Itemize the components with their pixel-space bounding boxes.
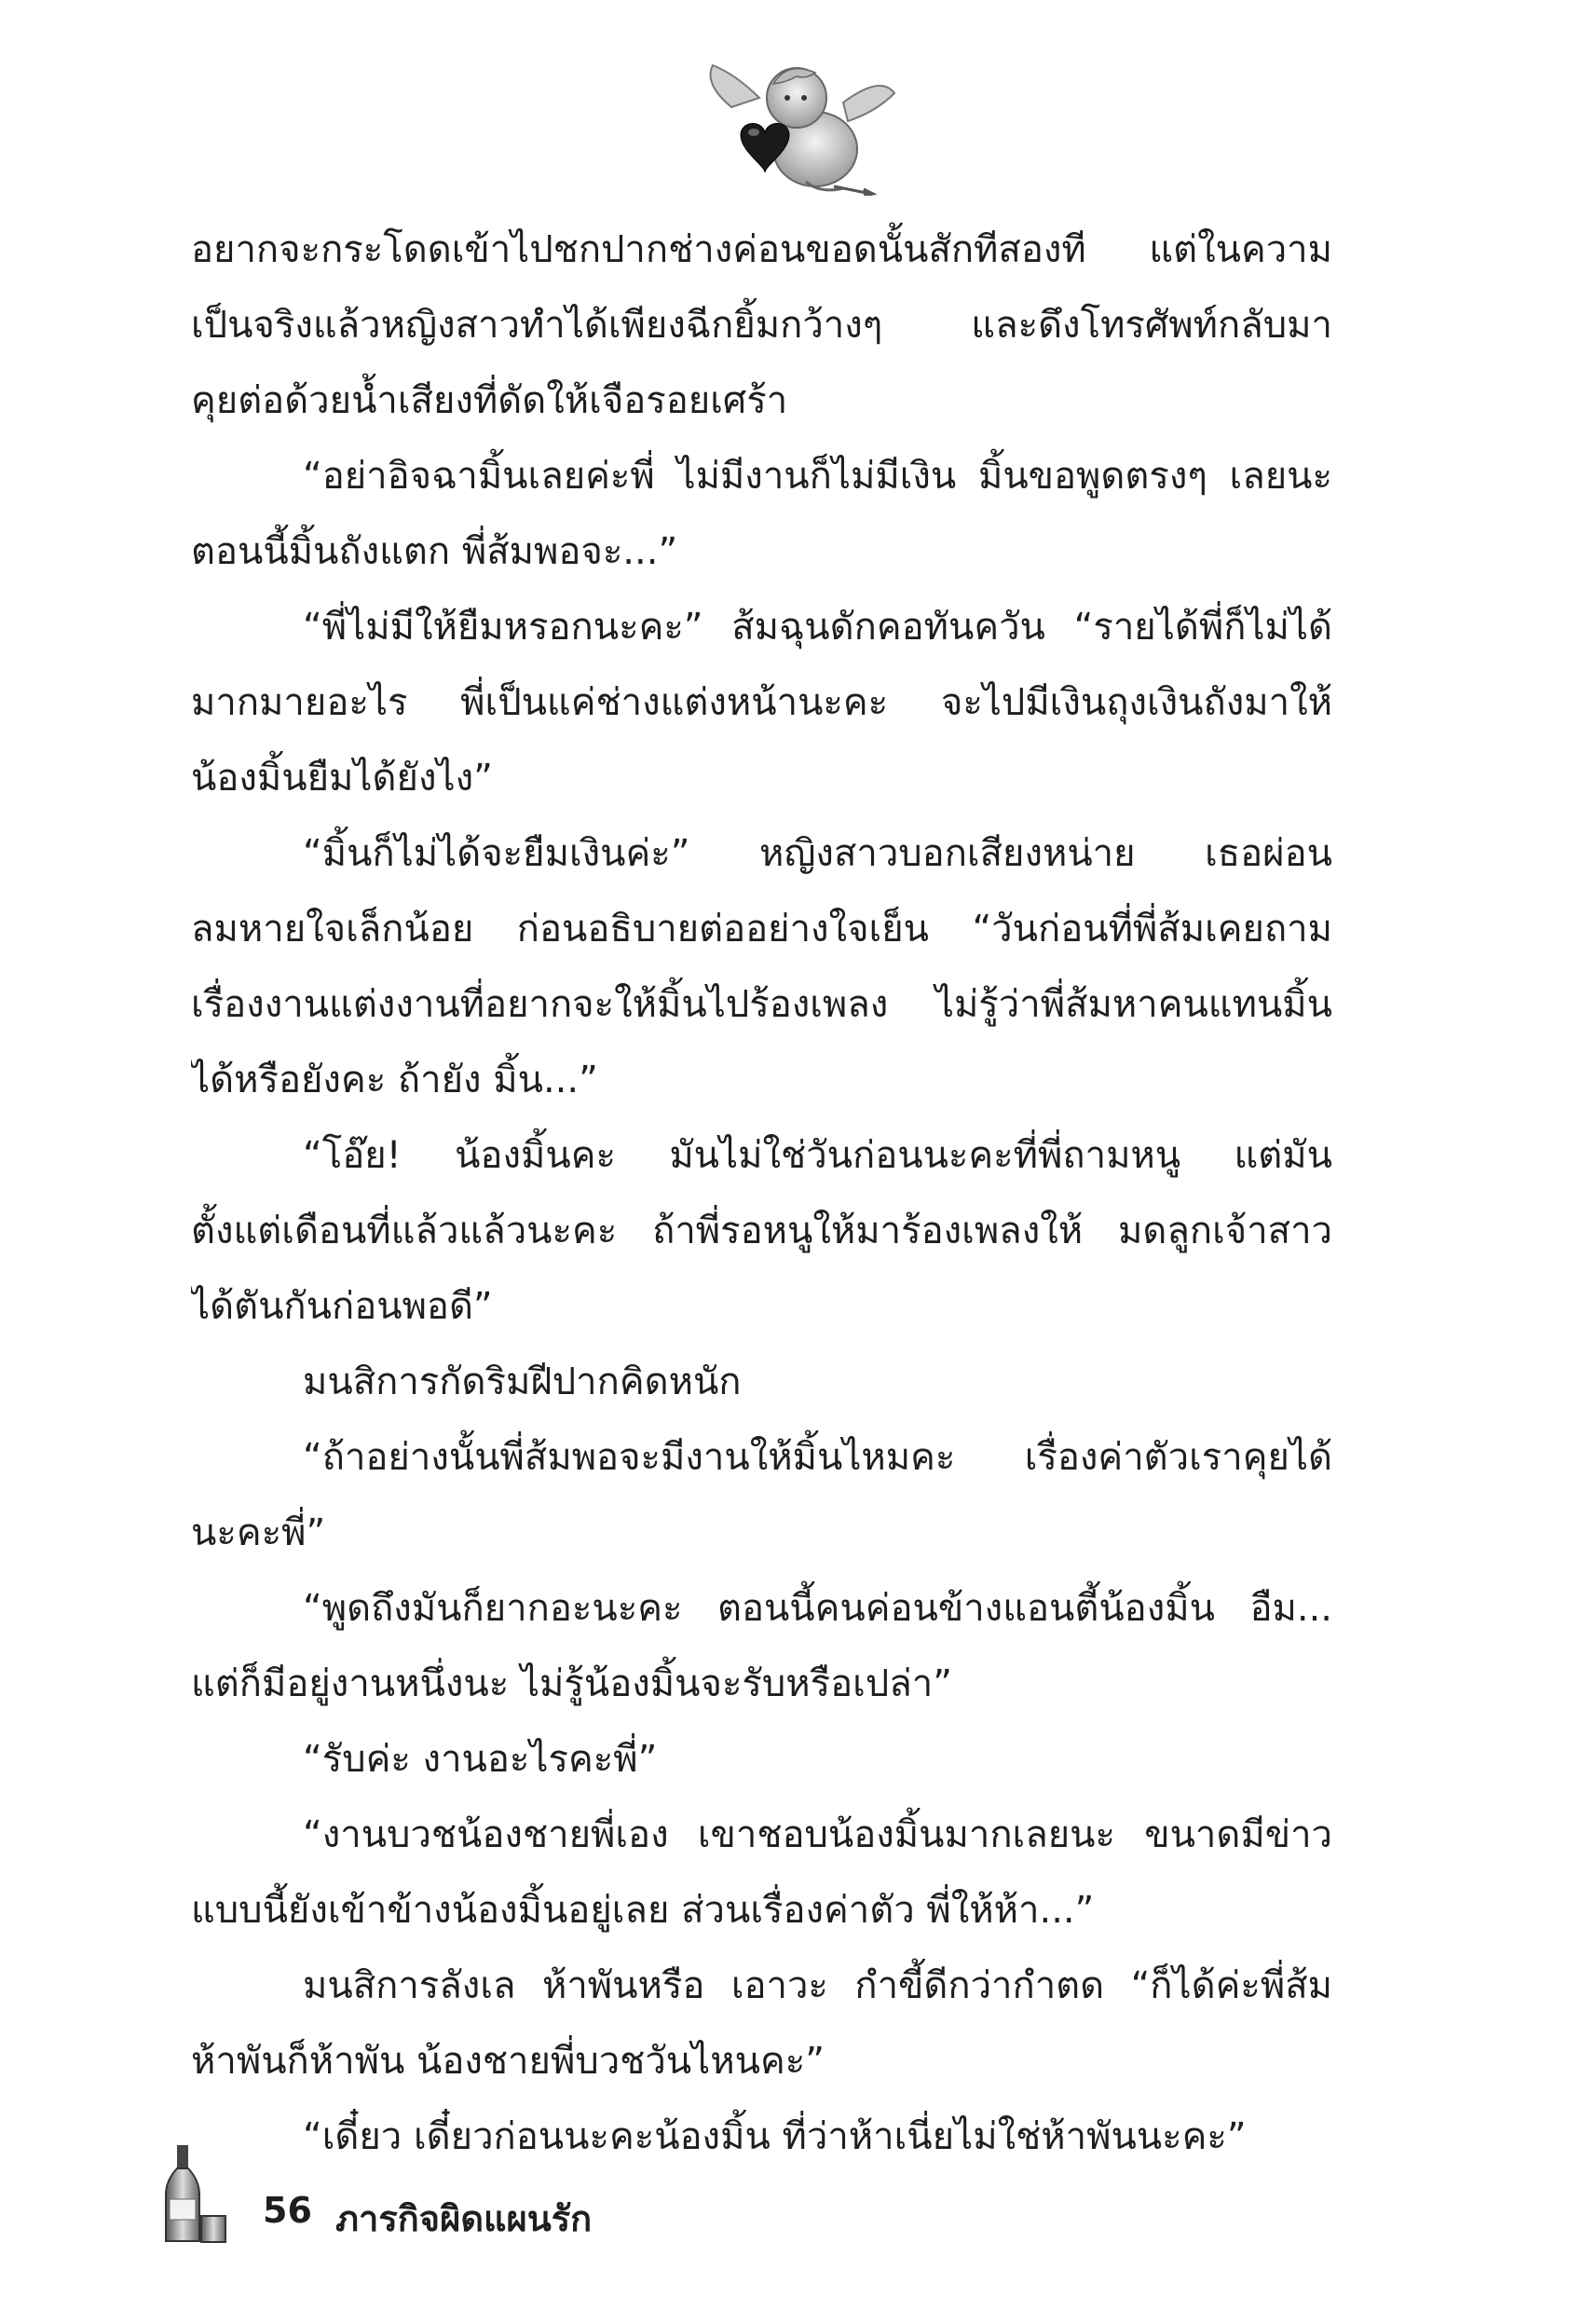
text-line: แบบนี้ยังเข้าข้างน้องมิ้นอยู่เลย ส่วนเรื่องค่าตัว พี่ให้ห้า...”	[191, 1889, 1095, 1932]
page-number: 56	[263, 2190, 312, 2231]
text-line: ได้หรือยังคะ ถ้ายัง มิ้น...”	[191, 1059, 598, 1101]
text-line: “เดี๋ยว เดี๋ยวก่อนนะคะน้องมิ้น ที่ว่าห้าเนี่ยไม่ใช่ห้าพันนะคะ”	[303, 2115, 1247, 2158]
text-line: “ถ้าอย่างนั้นพี่ส้มพอจะมีงานให้มิ้นไหมคะ เรื่องค่าตัวเราคุยได้	[303, 1436, 1332, 1479]
text-line: นะคะพี่”	[191, 1511, 326, 1554]
text-line: คุยต่อด้วยน้ำเสียงที่ดัดให้เจือรอยเศร้า	[191, 379, 788, 422]
text-line: ตั้งแต่เดือนที่แล้วแล้วนะคะ ถ้าพี่รอหนูให้มาร้องเพลงให้ มดลูกเจ้าสาว	[191, 1210, 1332, 1252]
text-line: ห้าพันก็ห้าพัน น้องชายพี่บวชวันไหนคะ”	[191, 2040, 825, 2083]
text-line: แต่ก็มีอยู่งานหนึ่งนะ ไม่รู้น้องมิ้นจะรับหรือเปล่า”	[191, 1662, 952, 1705]
bottle-and-glass-icon	[158, 2143, 233, 2246]
text-line: “โอ๊ย! น้องมิ้นคะ มันไม่ใช่วันก่อนนะคะที่พี่ถามหนู แต่มัน	[303, 1134, 1332, 1177]
text-line: “พูดถึงมันก็ยากอะนะคะ ตอนนี้คนค่อนข้างแอนตี้น้องมิ้น อืม...	[303, 1587, 1332, 1630]
text-line: “รับค่ะ งานอะไรคะพี่”	[303, 1738, 658, 1781]
text-line: มากมายอะไร พี่เป็นแค่ช่างแต่งหน้านะคะ จะไปมีเงินถุงเงินถังมาให้	[191, 681, 1332, 724]
body-text	[191, 212, 1332, 2175]
text-line: ลมหายใจเล็กน้อย ก่อนอธิบายต่ออย่างใจเย็น “วันก่อนที่พี่ส้มเคยถาม	[191, 908, 1332, 950]
text-line: เรื่องงานแต่งงานที่อยากจะให้มิ้นไปร้องเพลง ไม่รู้ว่าพี่ส้มหาคนแทนมิ้น	[191, 983, 1332, 1026]
text-line: “อย่าอิจฉามิ้นเลยค่ะพี่ ไม่มีงานก็ไม่มีเงิน มิ้นขอพูดตรงๆ เลยนะ	[303, 455, 1332, 498]
text-line: เป็นจริงแล้วหญิงสาวทำได้เพียงฉีกยิ้มกว้างๆ และดึงโทรศัพท์กลับมา	[191, 304, 1332, 347]
text-line: ตอนนี้มิ้นถังแตก พี่ส้มพอจะ...”	[191, 530, 678, 573]
text-line: น้องมิ้นยืมได้ยังไง”	[191, 757, 493, 800]
text-line: อยากจะกระโดดเข้าไปชกปากช่างค่อนขอดนั้นสักทีสองที แต่ในความ	[191, 228, 1332, 271]
text-line: “งานบวชน้องชายพี่เอง เขาชอบน้องมิ้นมากเลยนะ ขนาดมีข่าว	[303, 1813, 1332, 1856]
text-line: มนสิการลังเล ห้าพันหรือ เอาวะ กำขี้ดีกว่ากำตด “ก็ได้ค่ะพี่ส้ม	[303, 1964, 1332, 2007]
page-footer	[158, 2143, 997, 2246]
text-line: “พี่ไม่มีให้ยืมหรอกนะคะ” ส้มฉุนดักคอทันควัน “รายได้พี่ก็ไม่ได้	[303, 606, 1332, 649]
book-title: ภารกิจผิดแผนรัก	[335, 2198, 593, 2239]
cupid-with-heart-icon	[694, 56, 908, 196]
text-line: มนสิการกัดริมฝีปากคิดหนัก	[303, 1361, 742, 1403]
text-line: “มิ้นก็ไม่ได้จะยืมเงินค่ะ” หญิงสาวบอกเสียงหน่าย เธอผ่อน	[303, 832, 1332, 875]
text-line: ได้ตันกันก่อนพอดี”	[191, 1285, 493, 1328]
